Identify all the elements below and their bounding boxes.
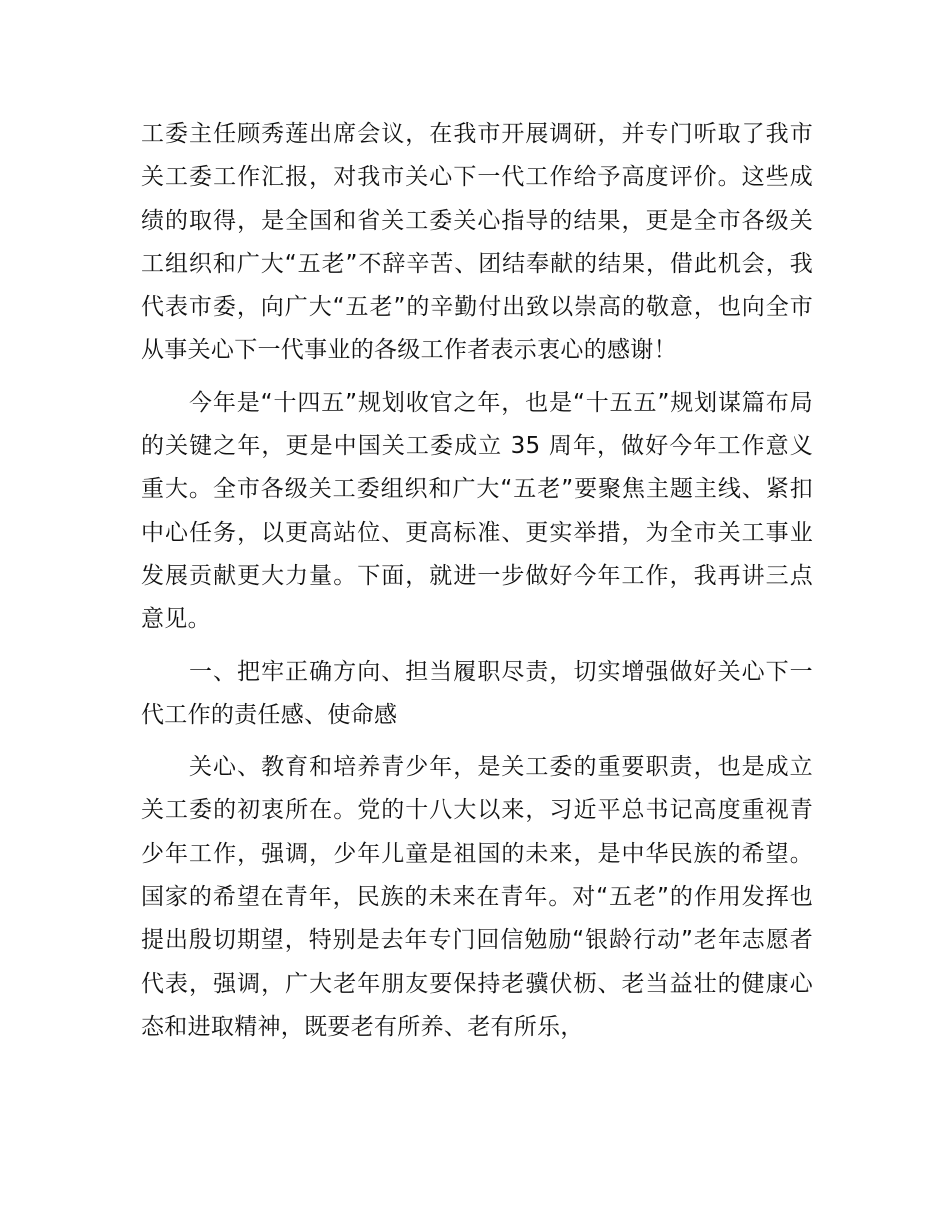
paragraph-1: 工委主任顾秀莲出席会议，在我市开展调研，并专门听取了我市关工委工作汇报，对我市关心下一代工作给予高度评价。这些成绩的取得，是全国和省关工委关心指导的结果，更是全市各级关工组织和广大“五老”不辞辛苦、团结奉献的结果，借此机会，我代表市委，向广大“五老”的辛勤付出致以崇高的敬意，也向全市从事关心下一代事业的各级工作者表示衷心的感谢！	[141, 121, 813, 364]
section-heading-1: 一、把牢正确方向、担当履职尽责，切实增强做好关心下一代工作的责任感、使命感	[141, 658, 813, 728]
document-body	[141, 113, 813, 1049]
paragraph-2: 今年是“十四五”规划收官之年，也是“十五五”规划谋篇布局的关键之年，更是中国关工委成立 35 周年，做好今年工作意义重大。全市各级关工委组织和广大“五老”要聚焦主题主线、紧扣中心任务，以更高站位、更高标准、更实举措，为全市关工事业发展贡献更大力量。下面，就进一步做好今年工作，我再讲三点意见。	[141, 389, 813, 633]
paragraph-3: 关心、教育和培养青少年，是关工委的重要职责，也是成立关工委的初衷所在。党的十八大以来，习近平总书记高度重视青少年工作，强调，少年儿童是祖国的未来，是中华民族的希望。国家的希望在青年，民族的未来在青年。对“五老”的作用发挥也提出殷切期望，特别是去年专门回信勉励“银龄行动”老年志愿者代表，强调，广大老年朋友要保持老骥伏枥、老当益壮的健康心态和进取精神，既要老有所养、老有所乐，	[141, 754, 813, 1040]
